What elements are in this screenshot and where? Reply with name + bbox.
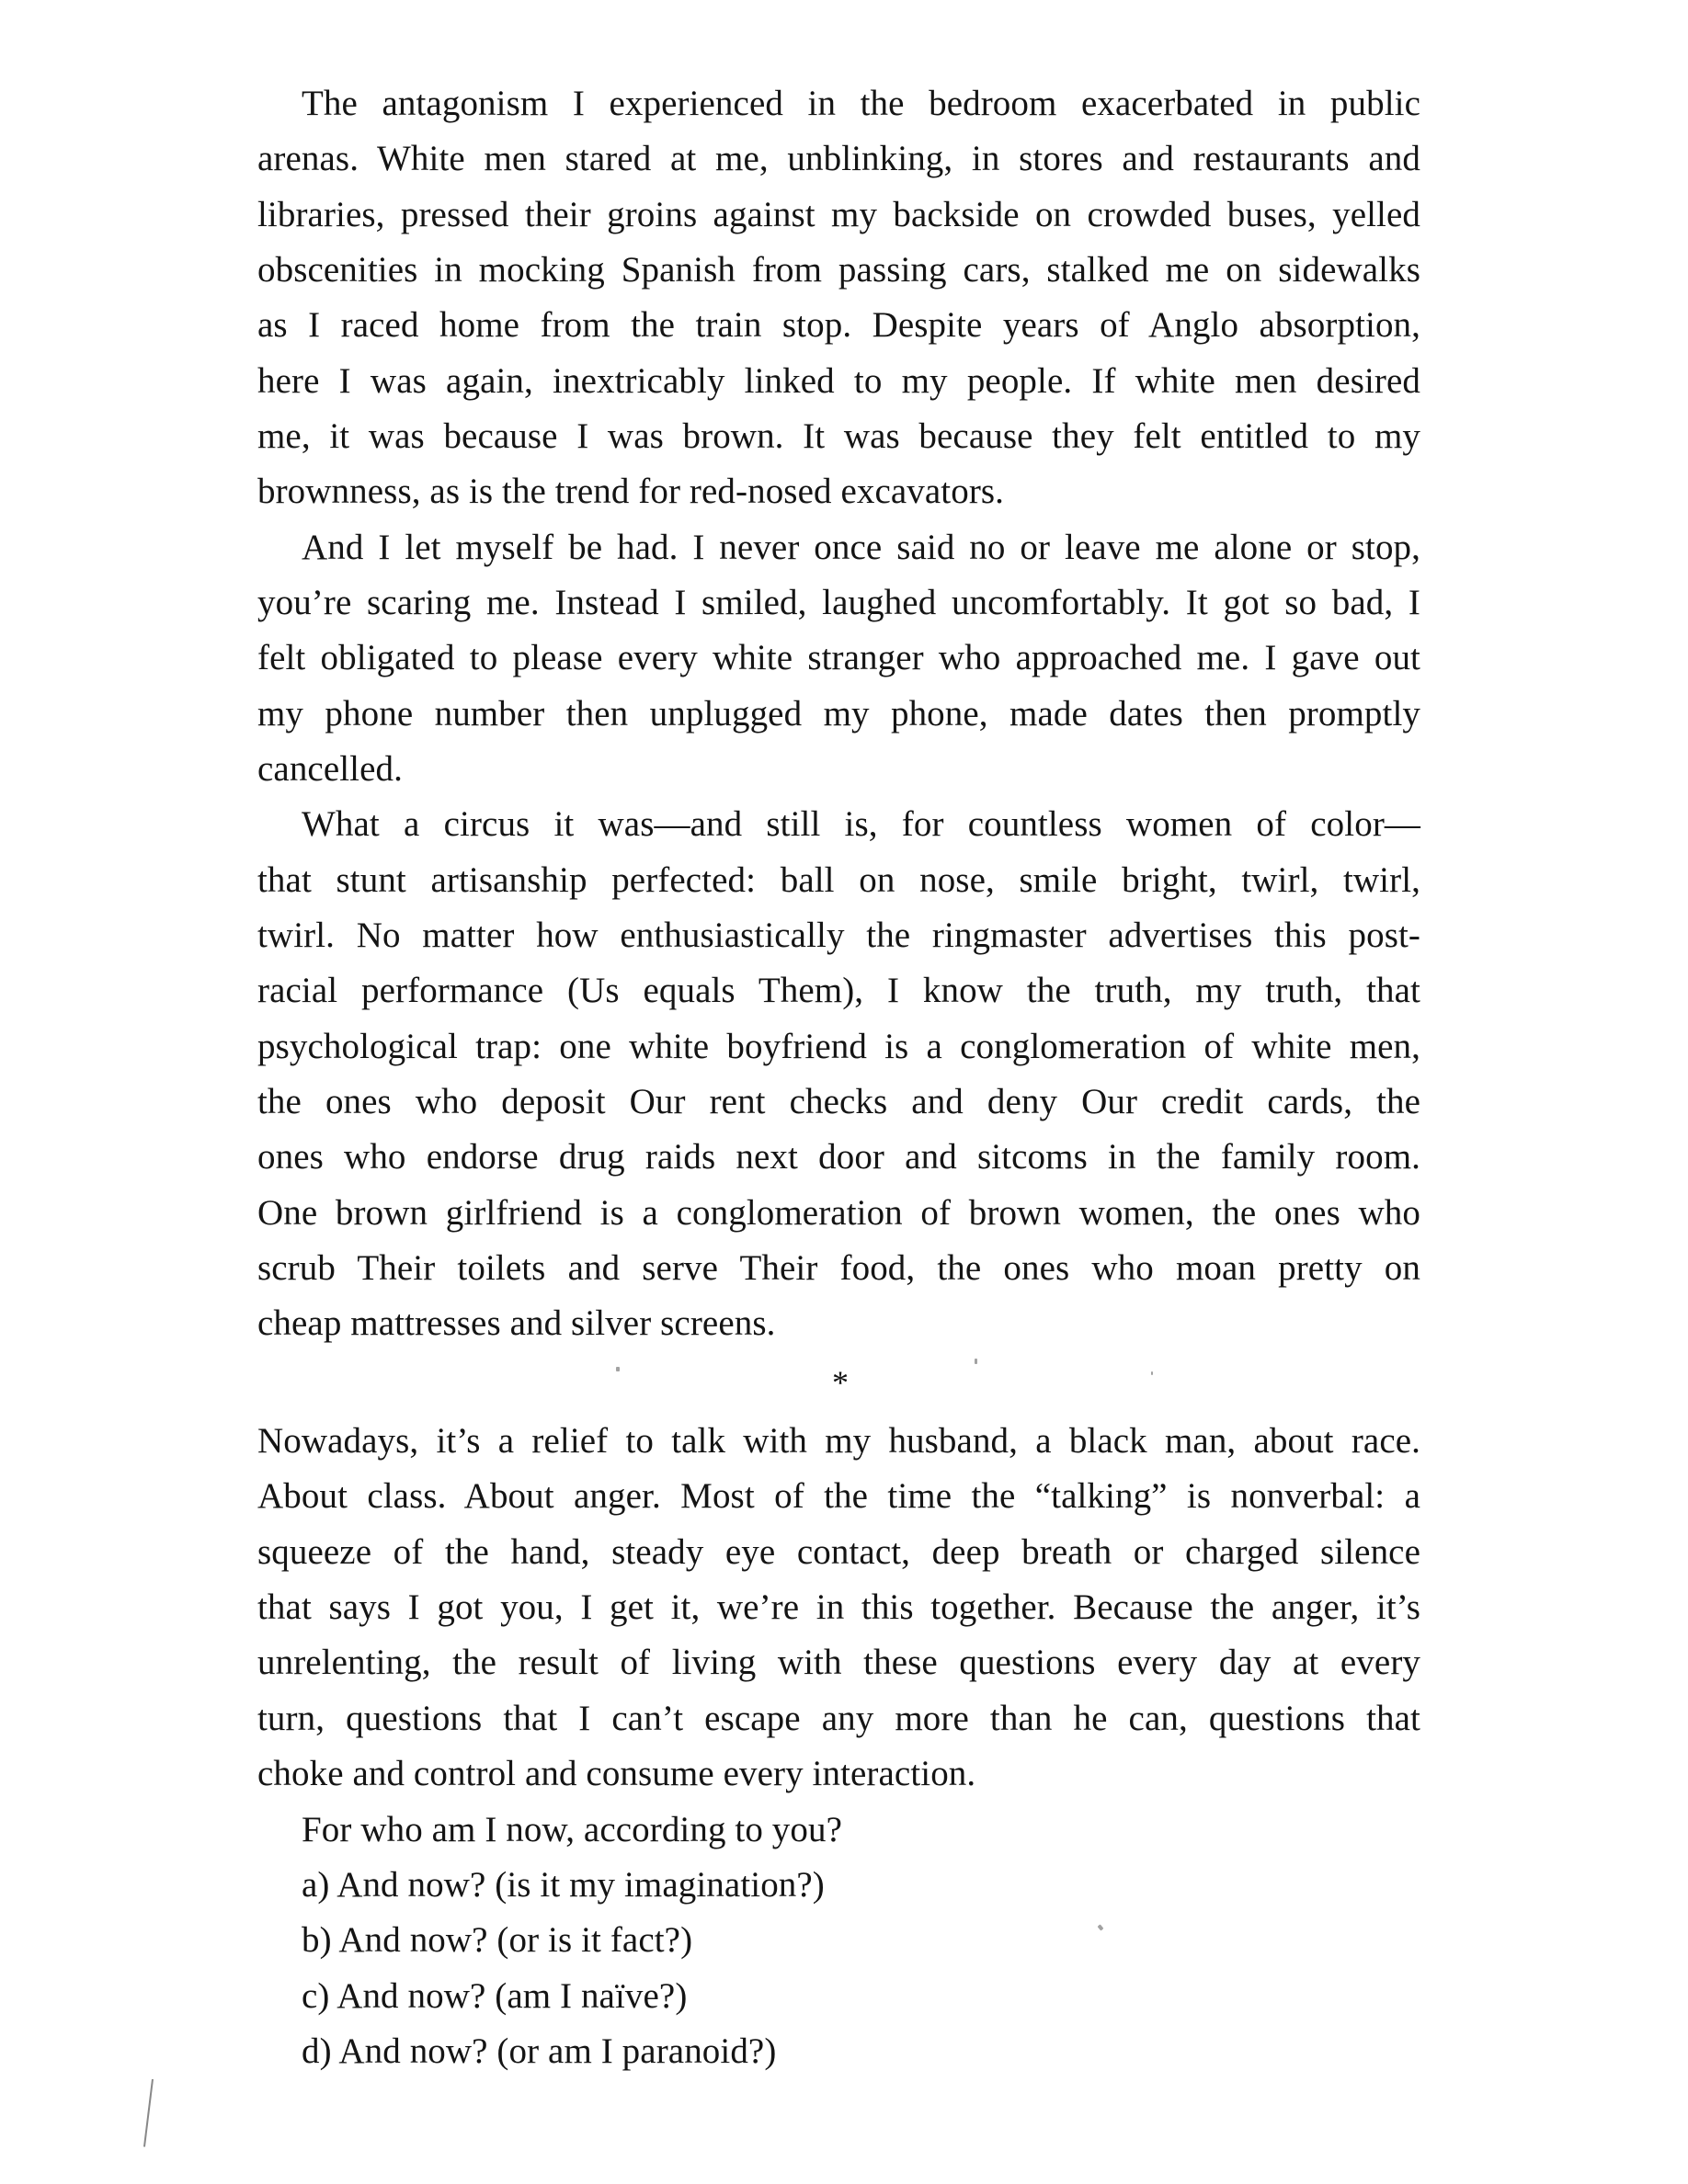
section-break-asterisk: * xyxy=(832,1364,849,1401)
text-line: Nowadays, it’s a relief to talk with my husband, a black man, about race. xyxy=(257,1421,1420,1461)
scan-speck xyxy=(616,1367,620,1371)
option-a: a) And now? (is it my imagination?) xyxy=(302,1865,825,1905)
text-line: you’re scaring me. Instead I smiled, laughed uncomfortably. It got so bad, I xyxy=(257,583,1420,622)
text-line: twirl. No matter how enthusiastically the ringmaster advertises this post- xyxy=(257,916,1420,955)
text-line: arenas. White men stared at me, unblinking, in stores and restaurants and xyxy=(257,139,1420,178)
text-line: obscenities in mocking Spanish from passing cars, stalked me on sidewalks xyxy=(257,250,1420,290)
text-line: The antagonism I experienced in the bedroom exacerbated in public xyxy=(302,84,1420,123)
text-line: racial performance (Us equals Them), I know the truth, my truth, that xyxy=(257,971,1420,1010)
text-line: as I raced home from the train stop. Despite years of Anglo absorption, xyxy=(257,305,1420,345)
text-line: unrelenting, the result of living with these questions every day at every xyxy=(257,1643,1420,1682)
text-line: scrub Their toilets and serve Their food, the ones who moan pretty on xyxy=(257,1248,1420,1288)
text-line: And I let myself be had. I never once said no or leave me alone or stop, xyxy=(302,528,1420,567)
text-line: turn, questions that I can’t escape any more than he can, questions that xyxy=(257,1699,1420,1738)
text-line: About class. About anger. Most of the time the “talking” is nonverbal: a xyxy=(257,1476,1420,1516)
text-line: here I was again, inextricably linked to my people. If white men desired xyxy=(257,361,1420,401)
option-d: d) And now? (or am I paranoid?) xyxy=(302,2031,777,2071)
question-line: For who am I now, according to you? xyxy=(302,1810,843,1849)
text-line: One brown girlfriend is a conglomeration of brown women, the ones who xyxy=(257,1193,1420,1233)
text-line: ones who endorse drug raids next door and sitcoms in the family room. xyxy=(257,1137,1420,1177)
text-line: the ones who deposit Our rent checks and deny Our credit cards, the xyxy=(257,1082,1420,1121)
option-c: c) And now? (am I naïve?) xyxy=(302,1976,688,2016)
text-line: brownness, as is the trend for red-nosed excavators. xyxy=(257,472,1005,511)
scan-speck xyxy=(1151,1371,1153,1375)
text-line: my phone number then unplugged my phone, made dates then promptly xyxy=(257,694,1420,734)
scan-edge-mark xyxy=(143,2079,154,2147)
text-line: that says I got you, I get it, we’re in this together. Because the anger, it’s xyxy=(257,1587,1420,1627)
text-line: choke and control and consume every interaction. xyxy=(257,1754,976,1793)
text-line: that stunt artisanship perfected: ball on nose, smile bright, twirl, twirl, xyxy=(257,860,1420,900)
text-line: squeeze of the hand, steady eye contact, deep breath or charged silence xyxy=(257,1532,1420,1572)
option-b: b) And now? (or is it fact?) xyxy=(302,1920,693,1960)
text-line: felt obligated to please every white stranger who approached me. I gave out xyxy=(257,638,1420,677)
text-line: me, it was because I was brown. It was because they felt entitled to my xyxy=(257,416,1420,456)
text-line: cancelled. xyxy=(257,749,403,789)
text-line: libraries, pressed their groins against my backside on crowded buses, yelled xyxy=(257,195,1420,234)
scan-speck xyxy=(975,1359,977,1364)
text-line: cheap mattresses and silver screens. xyxy=(257,1303,776,1343)
text-line: psychological trap: one white boyfriend is a conglomeration of white men, xyxy=(257,1027,1420,1066)
text-line: What a circus it was—and still is, for countless women of color— xyxy=(302,804,1420,844)
